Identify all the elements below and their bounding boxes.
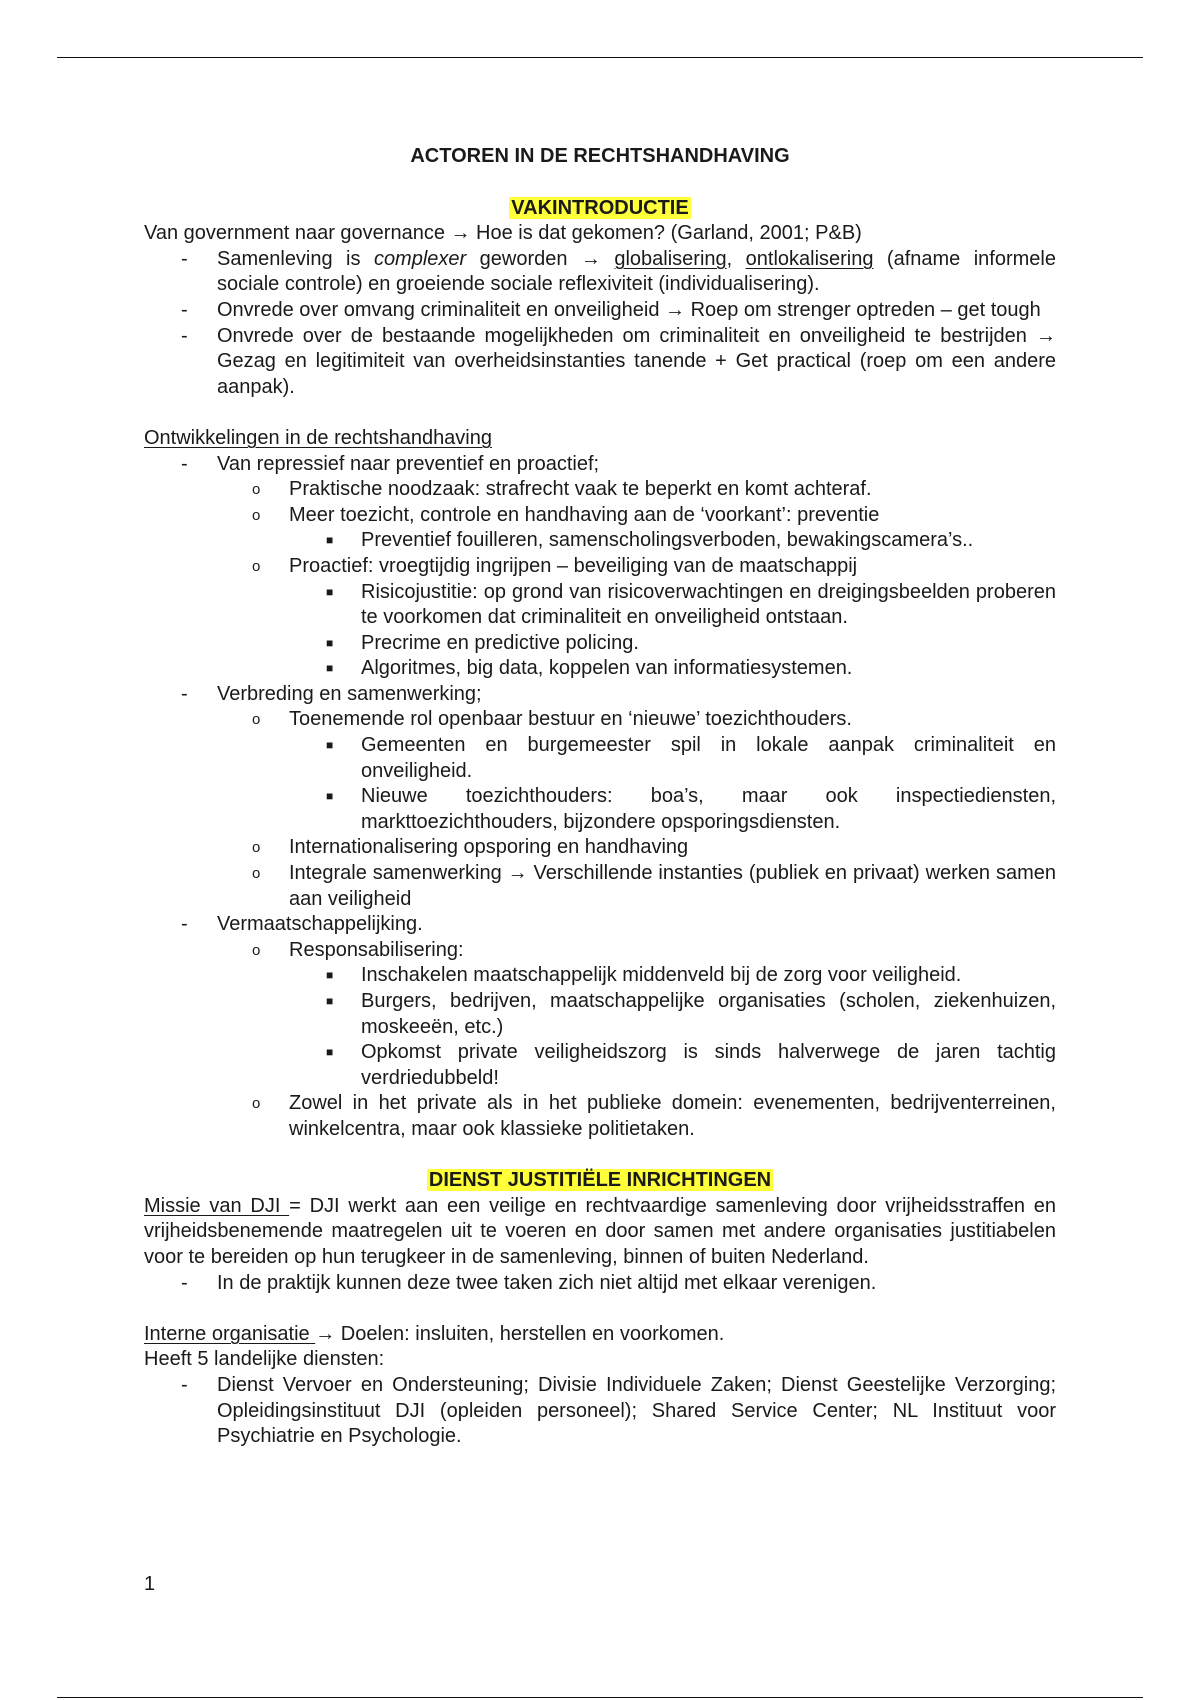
list-item	[144, 580, 1056, 631]
square-bullet: ■	[326, 661, 334, 676]
list-item	[144, 452, 1056, 478]
list-item-text: Verbreding en samenwerking;	[217, 682, 482, 705]
list-item-text: Preventief fouilleren, samenscholingsverboden, bewakingscamera’s..	[361, 529, 974, 552]
list-item	[144, 554, 1056, 580]
list-item: - Onvrede over de bestaande mogelijkheden om criminaliteit en onveiligheid te bestrijden → Gezag en legitimiteit van overheidsinstanties tanende + Get practical (roep om een andere aanpak).	[181, 324, 1056, 398]
list-item: - Dienst Vervoer en Ondersteuning; Divisie Individuele Zaken; Dienst Geestelijke Verzorging; Opleidingsinstituut DJI (opleiden personeel); Shared Service Center; NL Instituut voor Psychiatrie en Psychologie.	[181, 1373, 1056, 1448]
list-item-text: Inschakelen maatschappelijk middenveld bij de zorg voor veiligheid.	[361, 964, 962, 987]
list-item: - Onvrede over omvang criminaliteit en onveiligheid → Roep om strenger optreden – get tough	[144, 298, 1056, 324]
dash-bullet: -	[181, 298, 188, 321]
dash-bullet: -	[181, 913, 188, 936]
subheading-ontwikkelingen: Ontwikkelingen in de rechtshandhaving	[144, 426, 492, 449]
list-item-text: Integrale samenwerking → Verschillende instanties (publiek en privaat) werken samen aan veiligheid	[289, 862, 1056, 910]
list-item-text: Van repressief naar preventief en proactief;	[217, 452, 600, 475]
circle-bullet: o	[252, 481, 261, 499]
list-item	[144, 656, 1056, 682]
list-item-text: Nieuwe toezichthouders: boa’s, maar ook inspectiediensten, markttoezichthouders, bijzondere opsporingsdiensten.	[361, 785, 1056, 833]
list-item	[144, 989, 1056, 1040]
list-item-text: Internationalisering opsporing en handhaving	[289, 836, 689, 859]
circle-bullet: o	[252, 941, 261, 959]
list-item	[144, 631, 1056, 657]
list-item	[144, 682, 1056, 708]
list-item	[144, 1091, 1056, 1142]
circle-bullet: o	[252, 1095, 261, 1113]
dash-bullet: -	[181, 324, 188, 347]
list-item-text: Burgers, bedrijven, maatschappelijke organisaties (scholen, ziekenhuizen, moskeeën, etc.)	[361, 990, 1056, 1038]
ontwikkelingen-list	[144, 452, 1056, 1143]
list-item-text: Zowel in het private als in het publieke domein: evenementen, bedrijventerreinen, winkelcentra, maar ook klassieke politietaken.	[289, 1092, 1056, 1140]
list-item-text: Gemeenten en burgemeester spil in lokale aanpak criminaliteit en onveiligheid.	[361, 734, 1056, 782]
document-body	[144, 144, 1056, 1450]
list-item-text: Vermaatschappelijking.	[217, 913, 423, 936]
list-item	[144, 784, 1056, 835]
list-item-text: Responsabilisering:	[289, 938, 464, 961]
list-item-text: Toenemende rol openbaar bestuur en ‘nieuwe’ toezichthouders.	[289, 708, 852, 731]
footer-rule	[57, 1697, 1143, 1698]
dash-bullet: -	[181, 682, 188, 705]
circle-bullet: o	[252, 557, 261, 575]
dash-bullet: -	[181, 452, 188, 475]
list-item	[144, 528, 1056, 554]
circle-bullet: o	[252, 839, 261, 857]
header-rule	[57, 57, 1143, 58]
square-bullet: ■	[326, 738, 334, 753]
square-bullet: ■	[326, 635, 334, 650]
highlighted-heading: DIENST JUSTITIËLE INRICHTINGEN	[428, 1169, 772, 1192]
square-bullet: ■	[326, 968, 334, 983]
list-item-text: Precrime en predictive policing.	[361, 631, 639, 654]
section-heading-vakintroductie	[144, 196, 1056, 222]
page-title: ACTOREN IN DE RECHTSHANDHAVING	[410, 145, 790, 167]
section-heading-dji	[144, 1168, 1056, 1194]
list-item	[144, 1040, 1056, 1091]
dash-bullet: -	[181, 247, 188, 270]
highlighted-heading: VAKINTRODUCTIE	[511, 196, 689, 219]
list-item: - In de praktijk kunnen deze twee taken zich niet altijd met elkaar verenigen.	[144, 1271, 1056, 1297]
intro-line: Van government naar governance → Hoe is dat gekomen? (Garland, 2001; P&B)	[144, 222, 862, 245]
circle-bullet: o	[252, 711, 261, 729]
list-item	[144, 938, 1056, 964]
list-item-text: Opkomst private veiligheidszorg is sinds halverwege de jaren tachtig verdriedubbeld!	[361, 1041, 1056, 1089]
list-item-text: Proactief: vroegtijdig ingrijpen – beveiliging van de maatschappij	[289, 554, 858, 577]
page-number: 1	[144, 1573, 156, 1595]
circle-bullet: o	[252, 865, 261, 883]
list-item	[144, 963, 1056, 989]
dash-bullet: -	[181, 1271, 188, 1294]
list-item	[144, 477, 1056, 503]
list-item: - Samenleving is complexer geworden → globalisering, ontlokalisering (afname informele sociale controle) en groeiende sociale reflexiviteit (individualisering).	[181, 247, 1056, 296]
missie-paragraph: Missie van DJI = DJI werkt aan een veilige en rechtvaardige samenleving door vrijheidsstraffen en vrijheidsbenemende maatregelen uit te voeren en door samen met andere organisaties justitiabelen voor te bereiden op hun terugkeer in de samenleving, binnen of buiten Nederland.	[144, 1194, 1056, 1268]
list-item-text: Risicojustitie: op grond van risicoverwachtingen en dreigingsbeelden proberen te voorkomen dat criminaliteit en onveiligheid ontstaan.	[361, 580, 1056, 629]
list-item	[144, 707, 1056, 733]
list-item-text: Meer toezicht, controle en handhaving aan de ‘voorkant’: preventie	[289, 503, 880, 526]
square-bullet: ■	[326, 1045, 334, 1060]
list-item	[144, 861, 1056, 912]
list-item	[144, 733, 1056, 784]
square-bullet: ■	[326, 789, 334, 804]
circle-bullet: o	[252, 506, 261, 524]
list-item	[144, 835, 1056, 861]
list-item-text: Praktische noodzaak: strafrecht vaak te beperkt en komt achteraf.	[289, 478, 872, 501]
list-item-text: Algoritmes, big data, koppelen van informatiesystemen.	[361, 657, 853, 680]
square-bullet: ■	[326, 584, 334, 599]
square-bullet: ■	[326, 533, 334, 548]
diensten-line: Heeft 5 landelijke diensten:	[144, 1348, 385, 1371]
interne-organisatie-line: Interne organisatie → Doelen: insluiten, herstellen en voorkomen.	[144, 1322, 725, 1345]
square-bullet: ■	[326, 994, 334, 1008]
dash-bullet: -	[181, 1373, 188, 1396]
list-item	[144, 503, 1056, 529]
list-item	[144, 912, 1056, 938]
